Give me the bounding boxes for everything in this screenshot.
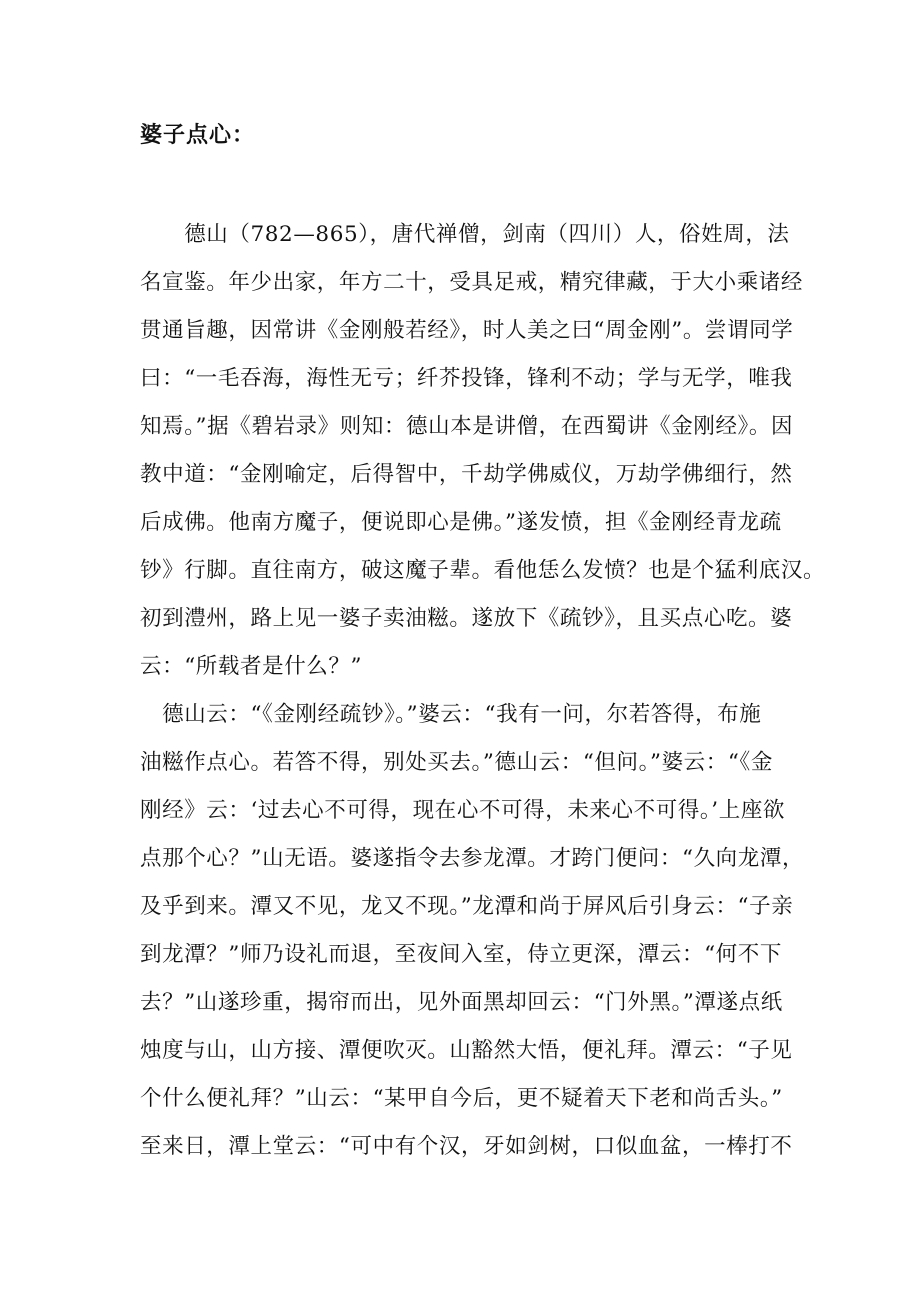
page-title: 婆子点心： <box>140 123 256 148</box>
paragraph-1-line-4: 曰：“一毛吞海，海性无亏；纤芥投锋，锋利不动；学与无学，唯我 <box>140 366 793 391</box>
paragraph-1-line-10: 云：“所载者是什么？” <box>140 654 363 679</box>
paragraph-2-line-8: 烛度与山，山方接、潭便吹灭。山豁然大悟，便礼拜。潭云：“子见 <box>140 1038 793 1063</box>
paragraph-1-line-1: 德山（782—865），唐代禅僧，剑南（四川）人，俗姓周，法 <box>140 222 790 247</box>
paragraph-2-line-4: 点那个心？”山无语。婆遂指令去参龙潭。才跨门便问：“久向龙潭， <box>140 846 805 871</box>
paragraph-1-line-2: 名宣鉴。年少出家，年方二十，受具足戒，精究律藏，于大小乘诸经 <box>140 270 804 295</box>
paragraph-1-line-6: 教中道：“金刚喻定，后得智中，千劫学佛威仪，万劫学佛细行，然 <box>140 462 793 487</box>
paragraph-2-line-1: 德山云：“《金刚经疏钞》。”婆云：“我有一问，尔若答得，布施 <box>140 702 762 727</box>
paragraph-2-line-5: 及乎到来。潭又不见，龙又不现。”龙潭和尚于屏风后引身云：“子亲 <box>140 894 794 919</box>
paragraph-2-line-3: 刚经》云：‘过去心不可得，现在心不可得，未来心不可得。’上座欲 <box>140 798 786 823</box>
paragraph-1-line-5: 知焉。”据《碧岩录》则知：德山本是讲僧，在西蜀讲《金刚经》。因 <box>140 414 794 439</box>
paragraph-2-line-2: 油糍作点心。若答不得，别处买去。”德山云：“但问。”婆云：“《金 <box>140 750 773 775</box>
paragraph-1-line-9: 初到澧州，路上见一婆子卖油糍。遂放下《疏钞》，且买点心吃。婆 <box>140 606 793 631</box>
paragraph-2-line-10: 至来日，潭上堂云：“可中有个汉，牙如剑树，口似血盆，一棒打不 <box>140 1134 793 1159</box>
paragraph-1-line-3: 贯通旨趣，因常讲《金刚般若经》，时人美之曰“周金刚”。尝谓同学 <box>140 318 794 343</box>
paragraph-2-line-9: 个什么便礼拜？”山云：“某甲自今后，更不疑着天下老和尚舌头。” <box>140 1086 783 1111</box>
paragraph-1-line-7: 后成佛。他南方魔子，便说即心是佛。”遂发愤，担《金刚经青龙疏 <box>140 510 782 535</box>
paragraph-2-line-7: 去？”山遂珍重，揭帘而出，见外面黑却回云：“门外黑。”潭遂点纸 <box>140 990 783 1015</box>
paragraph-2-line-6: 到龙潭？”师乃设礼而退，至夜间入室，侍立更深，潭云：“何不下 <box>140 942 782 967</box>
paragraph-1-line-8: 钞》行脚。直往南方，破这魔子辈。看他恁么发愤？也是个猛利底汉。 <box>140 558 826 583</box>
